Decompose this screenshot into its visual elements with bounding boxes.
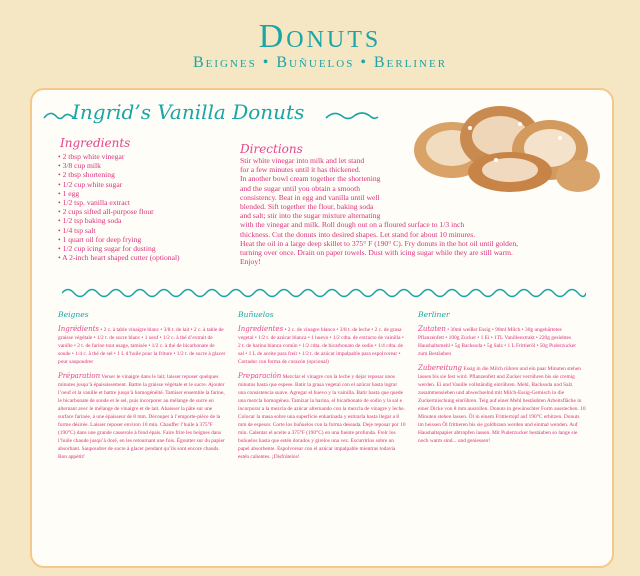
ingredient-item: • A 2-inch heart shaped cutter (optional) <box>58 253 248 262</box>
ingredients-label: Ingrédients <box>58 325 100 333</box>
directions-line: and the sugar until you obtain a smooth <box>240 183 361 193</box>
directions-line: Enjoy! <box>240 257 261 267</box>
column-method <box>418 364 586 445</box>
ingredients-label: Zutaten <box>418 325 446 333</box>
ingredient-item: • 1/2 tsp baking soda <box>58 216 248 225</box>
ingredient-item: • 1/2 tsp. vanilla extract <box>58 198 248 207</box>
directions-line: turning over once. Drain on paper towels. Dust with icing sugar while they are still warm. <box>240 248 513 258</box>
directions-line: In another bowl cream together the shortening <box>240 174 381 184</box>
ingredient-item: • 2 tbsp shortening <box>58 170 248 179</box>
ingredients-text: • 30ml weißer Essig • 90ml Milch • 30g ungehärtetes Pflanzenfett • 100g Zucker • 1 Ei • 1TL Vanilleextrakt • 220g gesiebtes Haushaltsmehl • 5g Backsoda • 5g Salz • 1 L Frittieröl • 50g Puderzucker zum Bestäuben <box>418 327 577 357</box>
page-subtitle: Beignes • Buñuelos • Berliner <box>192 54 448 71</box>
page-title: Donuts <box>258 18 382 55</box>
ingredient-item: • 1/2 cup icing sugar for dusting <box>58 244 248 253</box>
method-label: Préparation <box>58 372 101 380</box>
column-heading: Buñuelos <box>238 310 274 319</box>
ingredient-item: • 1 egg <box>58 189 248 198</box>
method-text: Verser le vinaigre dans le lait; laisser reposer quelques minutes jusqu’à épaississement. Battre la graisse végétale et le sucre. Ajouter l’oeuf et la vanille et battre jusqu’à homogénéité. Tamiser ensemble la farine, le bicarbonate de soude et le sel, puis incorporer au mélange de sucre en alternant avec le mélange de vinaigre et de lait. Abaisser la pâte sur une surface farinée, à une épaisseur de 8 mm. Découper à l’emporte-pièce de la forme désirée. Laisser reposer environ 10 min. Chauffer l’huile à 375°F (190°C) dans une grande casserole à fond épais. Faire frire les beignes dans l’huile chaude jusqu’à doré, en les retournant une fois. Égoutter sur du papier absorbant. Saupoudrer de sucre à glacer pendant qu’ils sont encore chauds. Bon appétit! <box>58 374 225 460</box>
directions-line: and salt; stir into the sugar mixture alternating <box>240 211 381 221</box>
recipe-card <box>30 88 614 568</box>
directions-line: with the vinegar and milk. Roll dough out on a floured surface to 1/3 inch <box>240 220 465 230</box>
recipe-title: Ingrid’s Vanilla Donuts <box>72 100 305 124</box>
directions-line: Heat the oil in a large deep skillet to 375° F (190° C). Fry donuts in the hot oil until golden, <box>240 238 519 248</box>
ingredients-text: • 2 c. à table vinaigre blanc • 3/8 t. de lait • 2 c. à table de graisse végétale • 1/2 t. de sucre blanc • 1 oeuf • 1/2 c. à thé d’extrait de vanille • 2 t. de farine tout usage, tamisée • 1/2 c. à thé de bicarbonate de soude • 1/4 c. à thé de sel • 1 L d’huile pour la friture • 1/2 t. de sucre à glacer pour saupoudrer <box>58 327 226 365</box>
translation-column-french <box>58 310 226 461</box>
ingredient-item: • 2 tbsp white vinegar <box>58 152 248 161</box>
column-method <box>58 372 226 461</box>
ingredients-text: • 2 c. de vinagre blanco • 3/8 t. de leche • 2 c. de grasa vegetal • 1/2 t. de azúcar blanca • 1 huevo • 1/2 cdta. de extracto de vainilla • 2 t. de harina blanca común • 1/2 cdta. de bicarbonato de sodio • 1/4 cdta. de sal • 1 L de aceite para freír • 1/2 t. de azúcar impalpable para espolvorear • Cortador con forma de corazón (opcional) <box>238 327 404 365</box>
directions-line: consistency. Beat in egg and vanilla until well <box>240 192 380 202</box>
ingredients-list <box>58 152 248 262</box>
column-method <box>238 372 406 461</box>
translation-column-spanish <box>238 310 406 461</box>
method-label: Preparación <box>238 372 282 380</box>
ingredient-item: • 1 quart oil for deep frying <box>58 235 248 244</box>
method-text: Mezclar el vinagre con la leche y dejar reposar unos minutos hasta que espese. Batir la grasa vegetal con el azúcar hasta lograr una consistencia suave. Agregar el huevo y la vainilla. Batir hasta que quede una mezcla homogénea. Tamizar la harina, el bicarbonato de sodio y la sal e incorporar a la mezcla de azúcar alternando con la mezcla de vinagre y leche. Colocar la masa sobre una superficie enharinada y estirarla hasta llegar a 8 mm de espesor. Corte los buñuelos con la forma deseada. Deje reposar por 10 min. Calentar el aceite a 375°F (190°C) en una fuente profunda. Freír los buñuelos hasta que estén dorados y girelos una vez. Escurrirlos sobre un papel absorbente. Espolvorear con el azúcar impalpable mientras todavía estén calientes. ¡Disfrútelos! <box>238 374 406 460</box>
swirl-ornament-left <box>42 110 76 124</box>
directions-line: blended. Sift together the flour, baking soda <box>240 202 374 212</box>
method-text: Essig in die Milch rühren und ein paar Minuten stehen lassen bis sie fest wird. Pflanzenfett und Zucker verrühren bis sie cremig werden. Ei und Vanille vollständig einrühren. Mehl, Backsoda und Salz zusammensieben und abwechselnd mit Milch-Essig-Gemisch in die Zuckermischung einrühren. Teig auf einer Mehl bestäubten Arbeitsfläche in einer Dicke von 8 mm ausrollen. Donuts in gewünschter Form ausstechen. 10 Minuten stehen lassen. Öl in einem Frittiertopf auf 190°C erhitzen. Donuts im heissen Öl frittieren bis sie goldbraun werden und einmal wenden. Auf Haushaltspapier abtropfen lassen. Mit Puderzucker bestäuben so lange sie noch warm sind... und geniessen! <box>418 366 586 444</box>
ingredient-item: • 2 cups sifted all-purpose flour <box>58 207 248 216</box>
column-ingredients <box>58 325 226 366</box>
directions-text <box>240 156 584 266</box>
swirl-ornament-right <box>324 110 380 124</box>
ingredient-item: • 1/4 tsp salt <box>58 226 248 235</box>
column-ingredients <box>418 325 586 358</box>
directions-line: for a few minutes until it has thickened. <box>240 165 361 175</box>
page-header <box>0 0 640 88</box>
ingredients-label: Ingredientes <box>238 325 284 333</box>
column-heading: Beignes <box>58 310 89 319</box>
directions-line: thickness. Cut the donuts into desired shapes. Let stand for about 10 minures. <box>240 229 476 239</box>
directions-line: Stir white vinegar into milk and let stand <box>240 156 365 165</box>
translation-column-german <box>418 310 586 445</box>
ingredients-heading: Ingredients <box>60 136 131 150</box>
directions-heading: Directions <box>240 142 303 156</box>
column-ingredients <box>238 325 406 366</box>
method-label: Zubereitung <box>418 364 463 372</box>
ingredient-item: • 3/8 cup milk <box>58 161 248 170</box>
ingredient-item: • 1/2 cup white sugar <box>58 180 248 189</box>
scroll-divider <box>62 286 586 300</box>
column-heading: Berliner <box>418 310 450 319</box>
